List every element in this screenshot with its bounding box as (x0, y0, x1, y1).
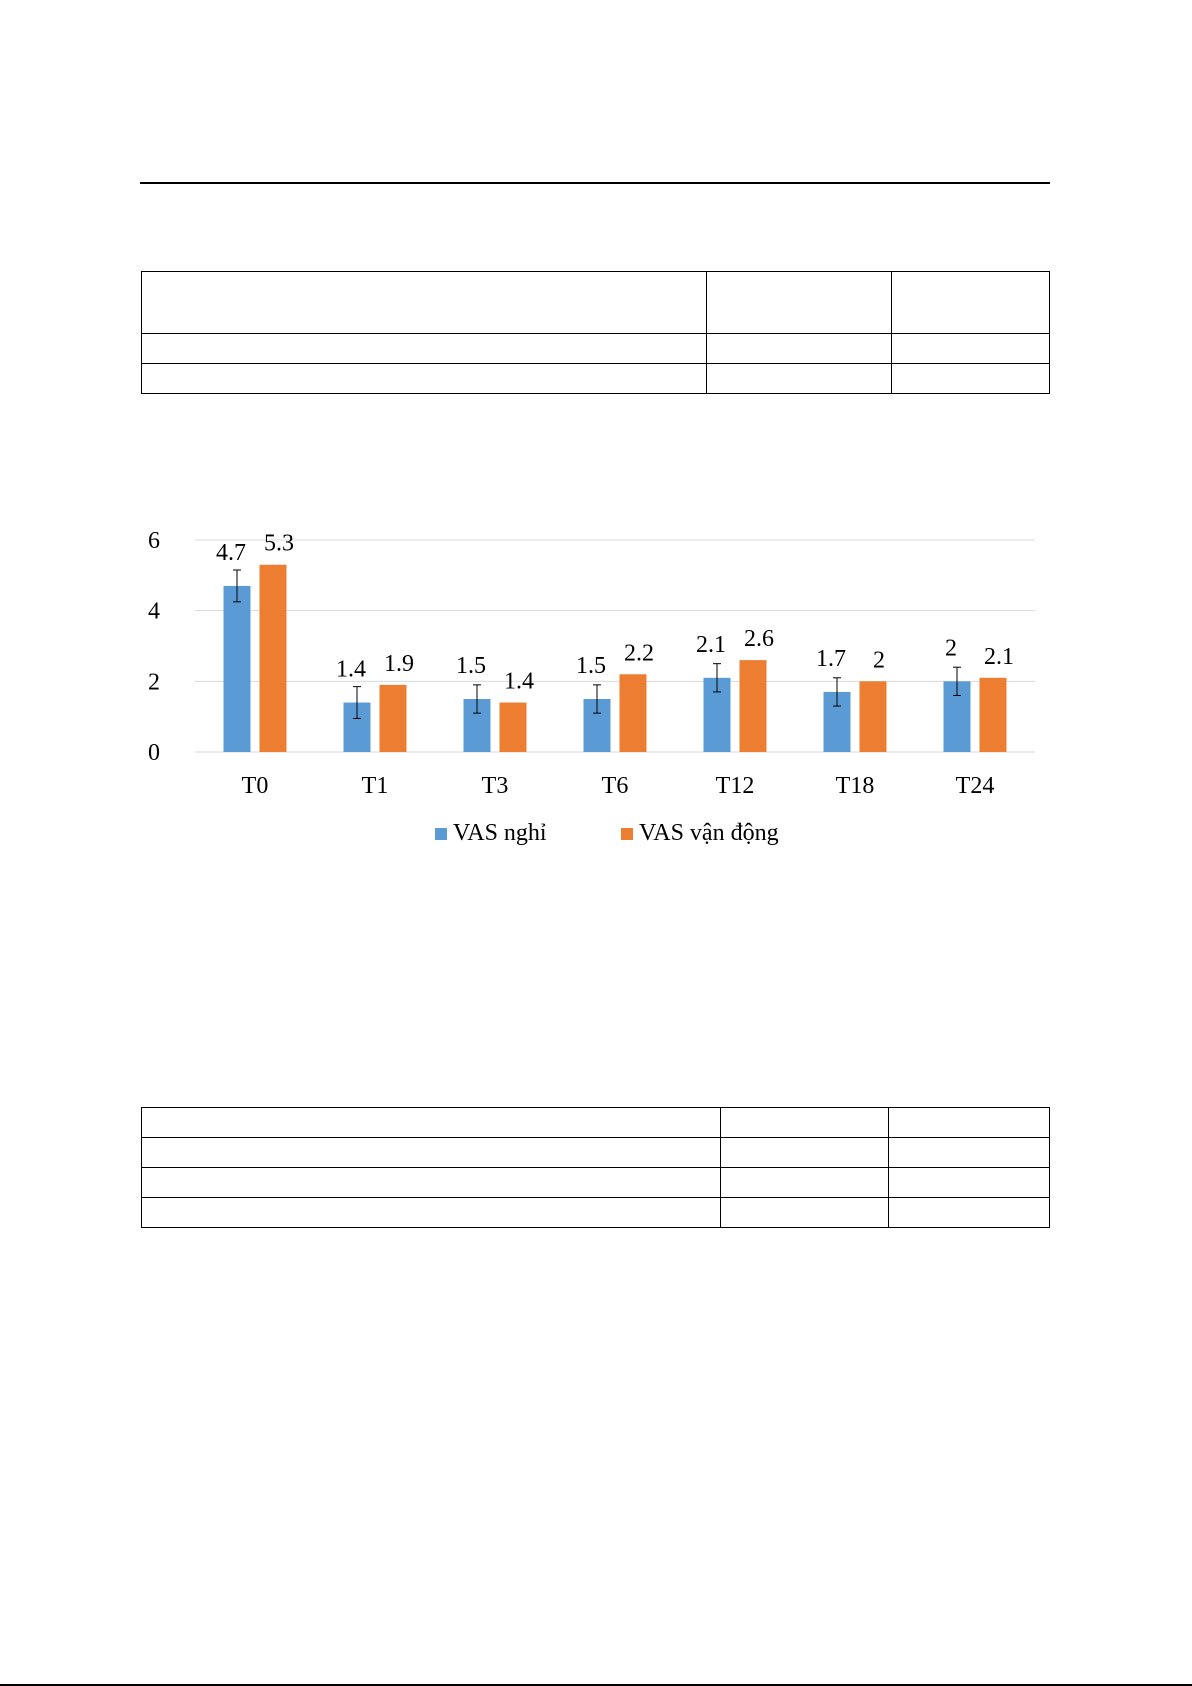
table-top (141, 271, 1050, 394)
x-tick-label: T1 (361, 773, 389, 799)
chart-container (140, 505, 1050, 880)
table-cell (142, 1168, 721, 1198)
table-bottom (141, 1107, 1050, 1228)
x-tick-label: T0 (241, 773, 269, 799)
table-cell (892, 334, 1050, 364)
table-cell (889, 1168, 1050, 1198)
table-cell (142, 1198, 721, 1228)
y-tick-label: 2 (148, 669, 160, 696)
table-cell (721, 1138, 889, 1168)
data-label: 1.4 (336, 656, 366, 683)
data-label: 1.5 (576, 653, 606, 679)
bar-vas-van-dong-t6 (620, 674, 647, 752)
table-row (142, 364, 1050, 394)
table-row (142, 1168, 1050, 1198)
header-rule (140, 182, 1050, 184)
table-cell (889, 1108, 1050, 1138)
y-tick-label: 6 (148, 528, 160, 554)
data-label: 4.7 (216, 539, 246, 566)
data-label: 2.2 (624, 640, 654, 667)
y-tick-label: 4 (148, 598, 160, 625)
legend-swatch-vas-van-dong (621, 828, 633, 840)
bar-vas-nghi-t0 (224, 586, 251, 752)
table-cell (892, 364, 1050, 394)
table-cell (707, 272, 892, 334)
data-label: 5.3 (264, 530, 294, 557)
data-label: 1.7 (816, 645, 846, 672)
table-top-header-row (142, 272, 1050, 334)
table-cell (142, 364, 707, 394)
bar-vas-van-dong-t24 (980, 678, 1007, 752)
data-label: 2.6 (744, 626, 774, 653)
table-cell (889, 1138, 1050, 1168)
table-cell (142, 334, 707, 364)
legend-swatch-vas-nghi (435, 828, 447, 840)
bar-vas-van-dong-t12 (740, 660, 767, 752)
table-cell (707, 364, 892, 394)
bar-vas-van-dong-t3 (500, 703, 527, 752)
table-cell (142, 272, 707, 334)
table-row (142, 1138, 1050, 1168)
table-row (142, 334, 1050, 364)
bar-vas-van-dong-t0 (260, 565, 287, 752)
bar-vas-van-dong-t18 (860, 681, 887, 752)
grid-layer (195, 540, 1035, 752)
bar-vas-van-dong-t1 (380, 685, 407, 752)
y-axis-ticks (148, 528, 160, 766)
legend-label-vas-van-dong: VAS vận động (639, 820, 779, 846)
x-tick-label: T12 (715, 773, 755, 799)
data-label: 2 (873, 647, 885, 674)
x-tick-label: T6 (601, 773, 629, 799)
data-label: 1.4 (504, 668, 534, 695)
x-tick-label: T18 (835, 773, 875, 799)
data-label: 2.1 (696, 631, 726, 658)
bar-chart (140, 505, 1050, 880)
table-row (142, 1198, 1050, 1228)
error-bars-layer (233, 570, 961, 718)
data-label: 2.1 (984, 643, 1014, 670)
table-cell (707, 334, 892, 364)
data-labels-layer (216, 531, 1014, 695)
x-tick-label: T3 (481, 773, 509, 799)
y-tick-label: 0 (148, 740, 160, 766)
legend-label-vas-nghi: VAS nghỉ (453, 820, 547, 846)
table-cell (721, 1108, 889, 1138)
table-cell (721, 1198, 889, 1228)
data-label: 2 (945, 635, 957, 662)
table-cell (892, 272, 1050, 334)
table-cell (721, 1168, 889, 1198)
legend (435, 820, 779, 846)
data-label: 1.5 (456, 653, 486, 679)
table-cell (142, 1138, 721, 1168)
table-cell (142, 1108, 721, 1138)
table-cell (889, 1198, 1050, 1228)
x-tick-label: T24 (955, 773, 995, 799)
data-label: 1.9 (384, 650, 414, 677)
x-axis-ticks (242, 773, 995, 799)
table-row (142, 1108, 1050, 1138)
